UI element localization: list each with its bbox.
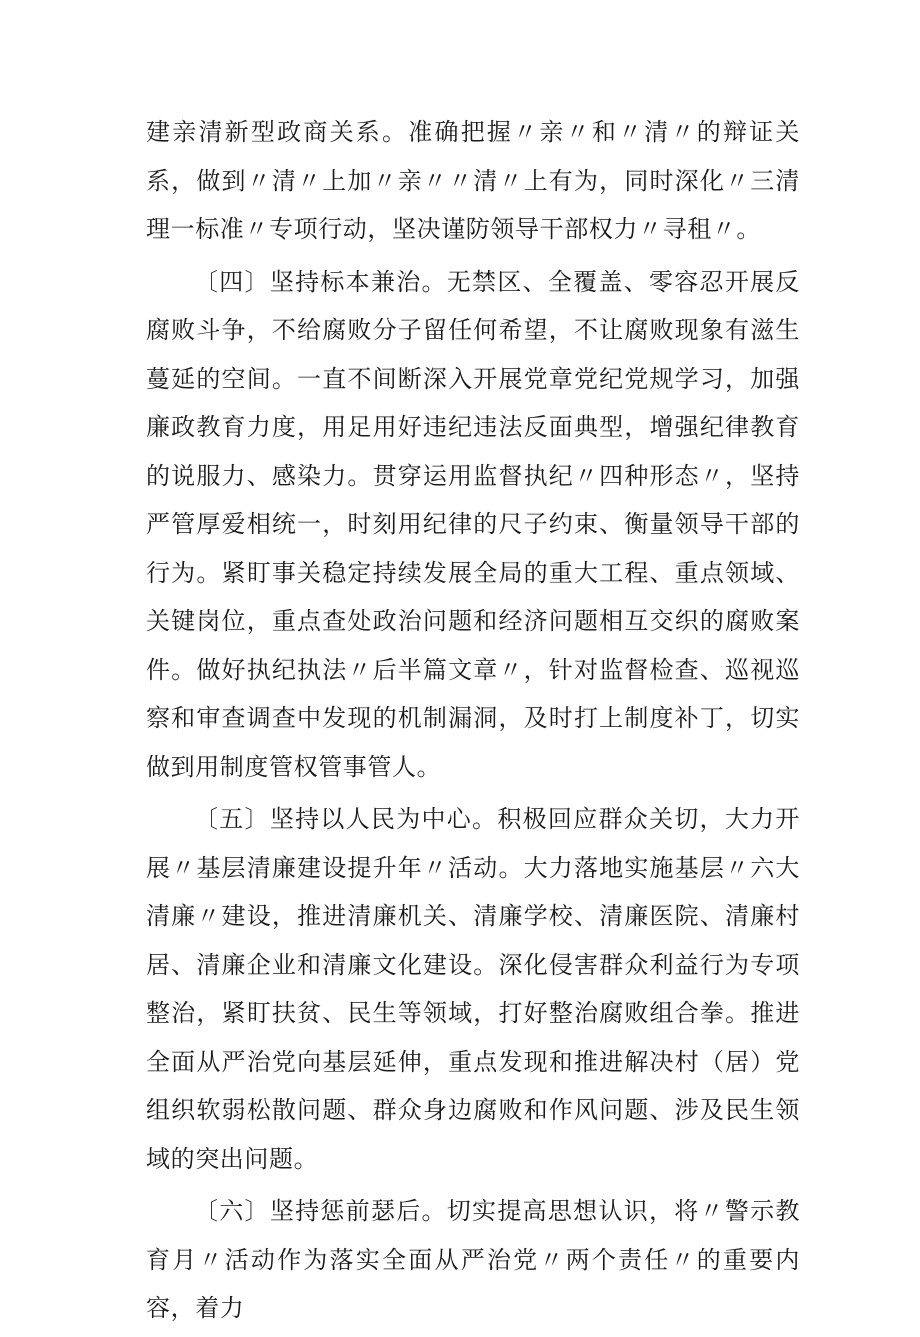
paragraph-2: 〔四〕坚持标本兼治。无禁区、全覆盖、零容忍开展反腐败斗争，不给腐败分子留任何希望，不让腐败现象有滋生蔓延的空间。一直不间断深入开展党章党纪党规学习，加强廉政教育力度，用足用好违纪违法反面典型，增强纪律教育的说服力、感染力。贯穿运用监督执纪〃四种形态〃，坚持严管厚爱相统一，时刻用纪律的尺子约束、衡量领导干部的行为。紧盯事关稳定持续发展全局的重大工程、重点领域、关键岗位，重点查处政治问题和经济问题相互交织的腐败案件。做好执纪执法〃后半篇文章〃，针对监督检查、巡视巡察和审查调查中发现的机制漏洞，及时打上制度补丁，切实做到用制度管权管事管人。	[146, 267, 800, 781]
paragraph-4: 〔六〕坚持惩前瑟后。切实提高思想认识，将〃警示教育月〃活动作为落实全面从严治党〃两个责任〃的重要内容，着力	[146, 1197, 800, 1322]
paragraph-1: 建亲清新型政商关系。准确把握〃亲〃和〃清〃的辩证关系，做到〃清〃上加〃亲〃〃清〃上有为，同时深化〃三清理一标准〃专项行动，坚决谨防领导干部权力〃寻租〃。	[146, 118, 800, 243]
paragraph-3: 〔五〕坚持以人民为中心。积极回应群众关切，大力开展〃基层清廉建设提升年〃活动。大力落地实施基层〃六大清廉〃建设，推进清廉机关、清廉学校、清廉医院、清廉村居、清廉企业和清廉文化建设。深化侵害群众利益行为专项整治，紧盯扶贫、民生等领域，打好整治腐败组合拳。推进全面从严治党向基层延伸，重点发现和推进解决村（居）党组织软弱松散问题、群众身边腐败和作风问题、涉及民生领域的突出问题。	[146, 805, 800, 1173]
document-body	[146, 108, 800, 1337]
